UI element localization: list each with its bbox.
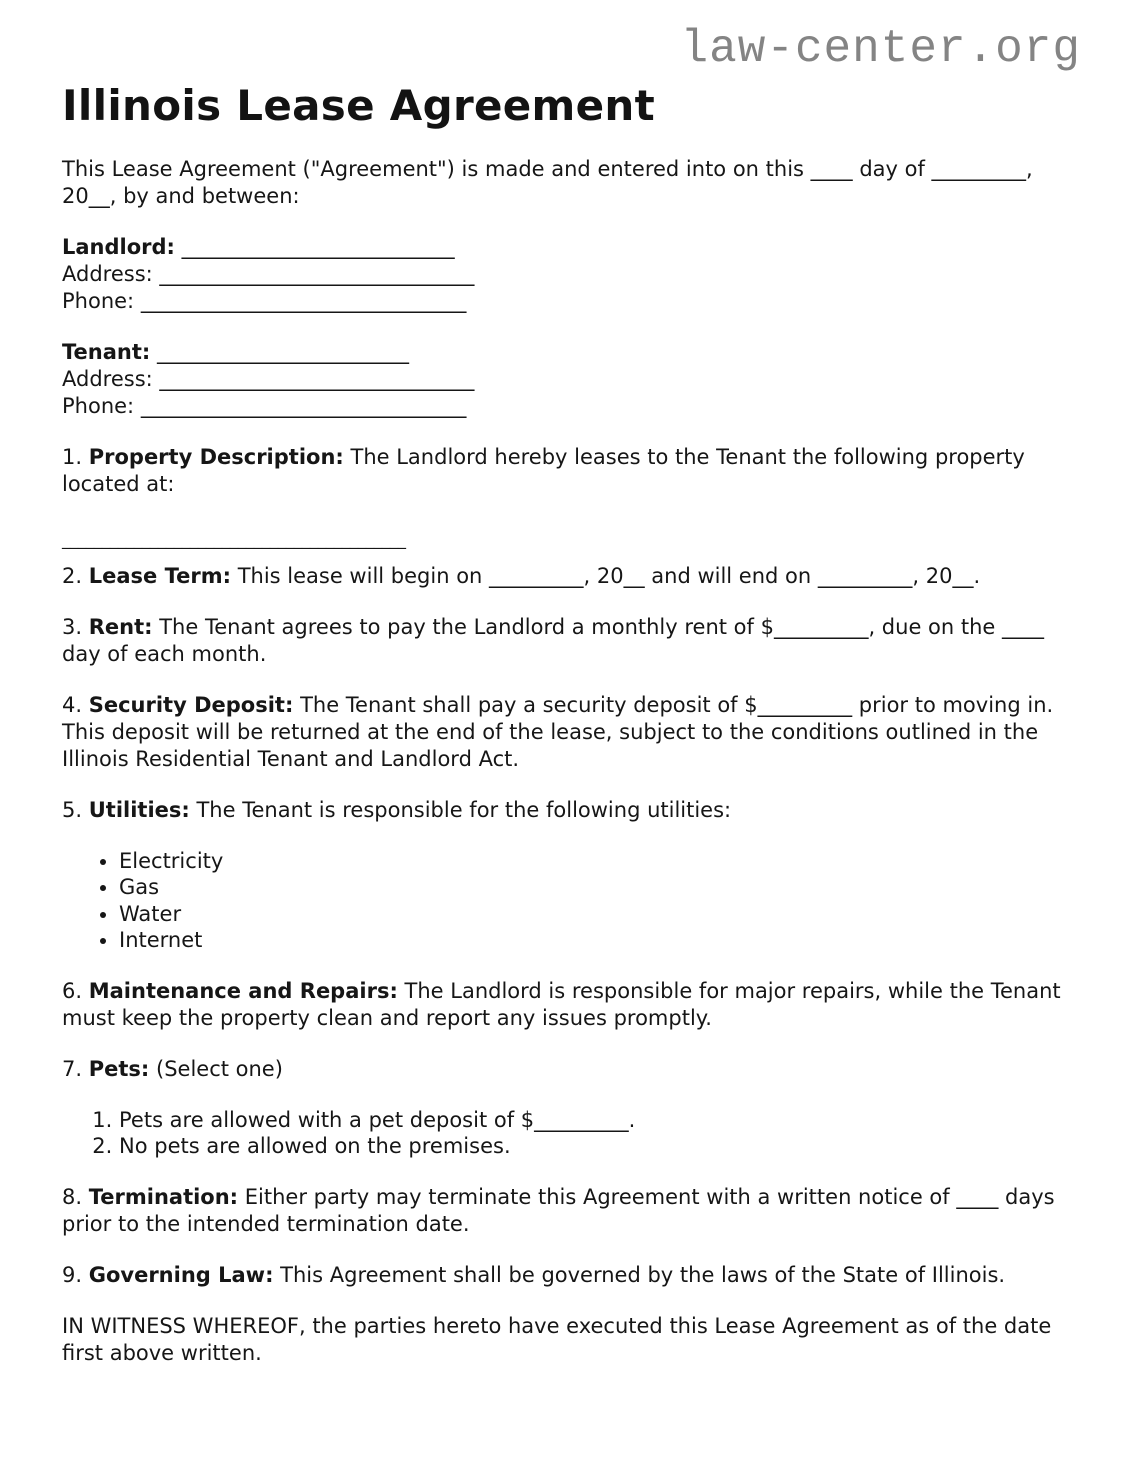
tenant-address-blank: ______________________________ — [159, 366, 475, 391]
section-text: The Tenant shall pay a security deposit of $_________ prior to moving in. This deposit will be returned at the end of the lease, subject to the conditions outlined in the Illinois Residential Tenant and Landlord Act. — [62, 692, 1054, 771]
section-governing-law — [62, 1262, 1081, 1289]
landlord-name-blank: __________________________ — [181, 234, 455, 259]
tenant-address-label: Address: — [62, 366, 153, 391]
section-label: Lease Term: — [88, 563, 231, 588]
section-security-deposit — [62, 692, 1081, 773]
landlord-address-row — [62, 261, 1081, 288]
tenant-phone-row — [62, 393, 1081, 420]
section-termination — [62, 1184, 1081, 1238]
landlord-address-label: Address: — [62, 261, 153, 286]
utility-item: • Gas — [119, 874, 1081, 901]
pet-options-list — [62, 1107, 1081, 1160]
page-title: Illinois Lease Agreement — [62, 80, 655, 130]
tenant-label: Tenant: — [62, 339, 151, 364]
intro-paragraph: This Lease Agreement ("Agreement") is made and entered into on this ____ day of _________, 20__, by and between: — [62, 156, 1033, 208]
section-text: Either party may terminate this Agreement with a written notice of ____ days prior to the intended termination date. — [62, 1184, 1055, 1236]
section-label: Property Description: — [88, 444, 344, 469]
landlord-phone-blank: _______________________________ — [140, 288, 467, 313]
section-text: This Agreement shall be governed by the laws of the State of Illinois. — [280, 1262, 1006, 1287]
site-watermark: law-center.org — [680, 23, 1081, 75]
section-number: 1. — [62, 444, 83, 469]
section-label: Governing Law: — [88, 1262, 274, 1287]
property-address-blank-line: ___________________________________________ — [62, 529, 406, 549]
section-property-description — [62, 444, 1081, 498]
tenant-name-blank: ________________________ — [156, 339, 409, 364]
section-label: Rent: — [88, 614, 153, 639]
section-text: This lease will begin on _________, 20__ and will end on _________, 20__. — [237, 563, 981, 588]
section-label: Security Deposit: — [88, 692, 294, 717]
section-number: 4. — [62, 692, 83, 717]
landlord-label: Landlord: — [62, 234, 175, 259]
landlord-block — [62, 234, 1081, 315]
section-number: 9. — [62, 1262, 83, 1287]
utility-item: • Electricity — [119, 848, 1081, 875]
section-label: Pets: — [88, 1056, 150, 1081]
tenant-phone-label: Phone: — [62, 393, 135, 418]
section-rent — [62, 614, 1081, 668]
landlord-address-blank: ______________________________ — [159, 261, 475, 286]
section-text: The Tenant agrees to pay the Landlord a monthly rent of $_________, due on the ____ day of each month. — [62, 614, 1045, 666]
landlord-name-row — [62, 234, 1081, 261]
landlord-phone-row — [62, 288, 1081, 315]
section-number: 5. — [62, 797, 83, 822]
section-maintenance — [62, 978, 1081, 1032]
section-pets — [62, 1056, 1081, 1083]
closing-paragraph: IN WITNESS WHEREOF, the parties hereto have executed this Lease Agreement as of the date first above written. — [62, 1313, 1052, 1365]
section-label: Maintenance and Repairs: — [88, 978, 398, 1003]
tenant-address-row — [62, 366, 1081, 393]
section-number: 6. — [62, 978, 83, 1003]
pet-option: 1. Pets are allowed with a pet deposit of $_________. — [119, 1107, 1081, 1134]
tenant-phone-blank: _______________________________ — [140, 393, 467, 418]
section-number: 7. — [62, 1056, 83, 1081]
landlord-phone-label: Phone: — [62, 288, 135, 313]
section-text: The Tenant is responsible for the following utilities: — [196, 797, 732, 822]
utilities-list — [62, 848, 1081, 954]
utility-item: • Water — [119, 901, 1081, 928]
section-number: 3. — [62, 614, 83, 639]
section-lease-term — [62, 563, 1081, 590]
section-label: Termination: — [88, 1184, 239, 1209]
section-number: 8. — [62, 1184, 83, 1209]
section-number: 2. — [62, 563, 83, 588]
section-utilities — [62, 797, 1081, 824]
utility-item: • Internet — [119, 927, 1081, 954]
section-text: (Select one) — [156, 1056, 283, 1081]
pet-option: 2. No pets are allowed on the premises. — [119, 1133, 1081, 1160]
section-text: The Landlord is responsible for major repairs, while the Tenant must keep the property clean and report any issues promptly. — [62, 978, 1061, 1030]
tenant-block — [62, 339, 1081, 420]
section-label: Utilities: — [88, 797, 190, 822]
tenant-name-row — [62, 339, 1081, 366]
section-text: The Landlord hereby leases to the Tenant the following property located at: — [62, 444, 1025, 496]
